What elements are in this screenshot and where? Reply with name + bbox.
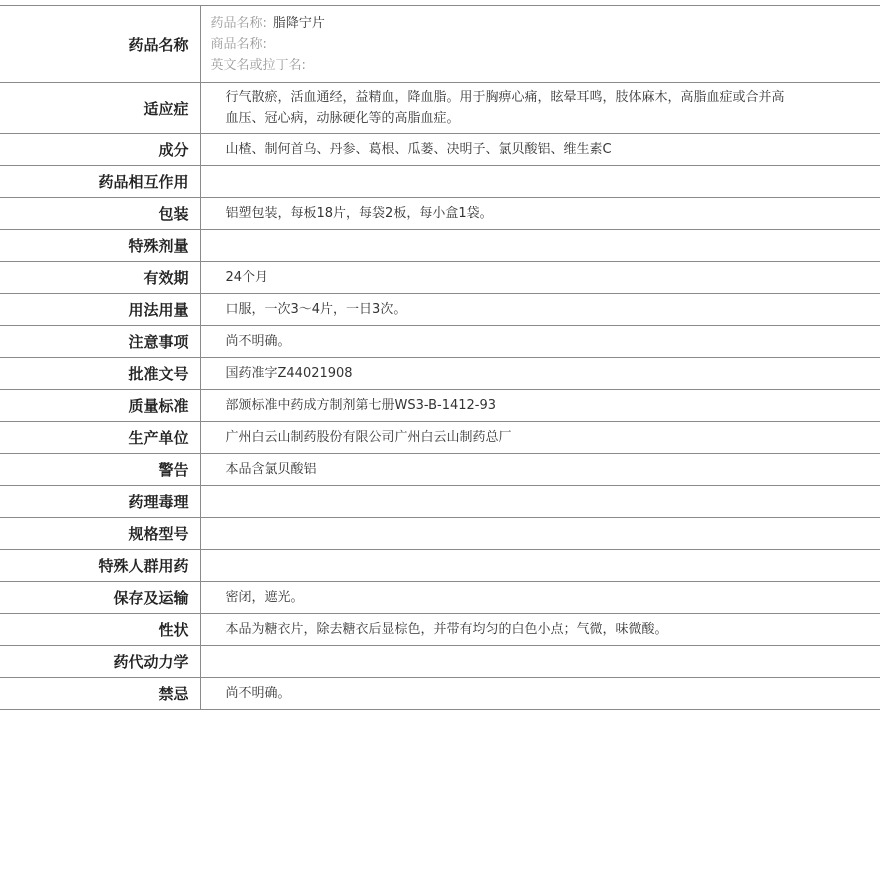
row-label: 规格型号 [0,518,200,550]
table-row-pharmacokinetics [0,646,880,678]
row-value [200,166,880,198]
generic-name-value: 脂降宁片 [272,15,325,31]
table-row-approval-number [0,358,880,390]
trade-name-line [211,34,880,55]
row-value: 行气散瘀，活血通经，益精血，降血脂。用于胸痹心痛，眩晕耳鸣，肢体麻木，高脂血症或合并高血压、冠心病，动脉硬化等的高脂血症。 [200,83,880,134]
row-label: 性状 [0,614,200,646]
row-value: 24个月 [200,262,880,294]
row-label: 质量标准 [0,390,200,422]
row-value [200,230,880,262]
row-value [200,486,880,518]
row-label: 生产单位 [0,422,200,454]
table-row-appearance [0,614,880,646]
row-label: 禁忌 [0,678,200,710]
row-label: 药代动力学 [0,646,200,678]
table-row-specification [0,518,880,550]
table-row-precautions [0,326,880,358]
row-value: 口服，一次3～4片，一日3次。 [200,294,880,326]
trade-name-key: 商品名称: [210,36,267,52]
row-label: 适应症 [0,83,200,134]
table-row-ingredients [0,134,880,166]
english-name-key: 英文名或拉丁名: [210,57,306,73]
row-value: 密闭，遮光。 [200,582,880,614]
table-row-drug-name [0,6,880,83]
table-row-special-dosage [0,230,880,262]
row-value: 本品为糖衣片，除去糖衣后显棕色，并带有均匀的白色小点；气微，味微酸。 [200,614,880,646]
row-value: 广州白云山制药股份有限公司广州白云山制药总厂 [200,422,880,454]
row-label: 警告 [0,454,200,486]
row-value: 尚不明确。 [200,678,880,710]
table-row-warning [0,454,880,486]
row-value: 山楂、制何首乌、丹参、葛根、瓜蒌、决明子、氯贝酸铝、维生素C [200,134,880,166]
table-row-storage [0,582,880,614]
row-label: 保存及运输 [0,582,200,614]
table-row-contraindications [0,678,880,710]
row-label: 药品相互作用 [0,166,200,198]
table-row-indications [0,83,880,134]
drug-spec-table [0,5,880,710]
table-row-usage [0,294,880,326]
row-label: 特殊剂量 [0,230,200,262]
table-row-interactions [0,166,880,198]
row-value: 本品含氯贝酸铝 [200,454,880,486]
row-label: 包装 [0,198,200,230]
table-row-special-populations [0,550,880,582]
table-row-quality-standard [0,390,880,422]
row-label: 批准文号 [0,358,200,390]
row-label: 药品名称 [0,6,200,83]
row-value: 国药准字Z44021908 [200,358,880,390]
row-value: 部颁标准中药成方制剂第七册WS3-B-1412-93 [200,390,880,422]
generic-name-key: 药品名称: [210,15,267,31]
drug-spec-sheet [0,5,880,710]
row-value: 铝塑包装，每板18片，每袋2板，每小盒1袋。 [200,198,880,230]
drug-name-cell [200,6,880,83]
row-value [200,550,880,582]
table-row-shelf-life [0,262,880,294]
row-value [200,646,880,678]
table-row-manufacturer [0,422,880,454]
table-row-pharmacology [0,486,880,518]
row-label: 有效期 [0,262,200,294]
row-label: 特殊人群用药 [0,550,200,582]
table-row-packaging [0,198,880,230]
generic-name-line [211,13,880,34]
row-label: 药理毒理 [0,486,200,518]
row-value: 尚不明确。 [200,326,880,358]
row-label: 用法用量 [0,294,200,326]
row-label: 注意事项 [0,326,200,358]
row-value [200,518,880,550]
row-label: 成分 [0,134,200,166]
english-name-line [211,55,880,76]
